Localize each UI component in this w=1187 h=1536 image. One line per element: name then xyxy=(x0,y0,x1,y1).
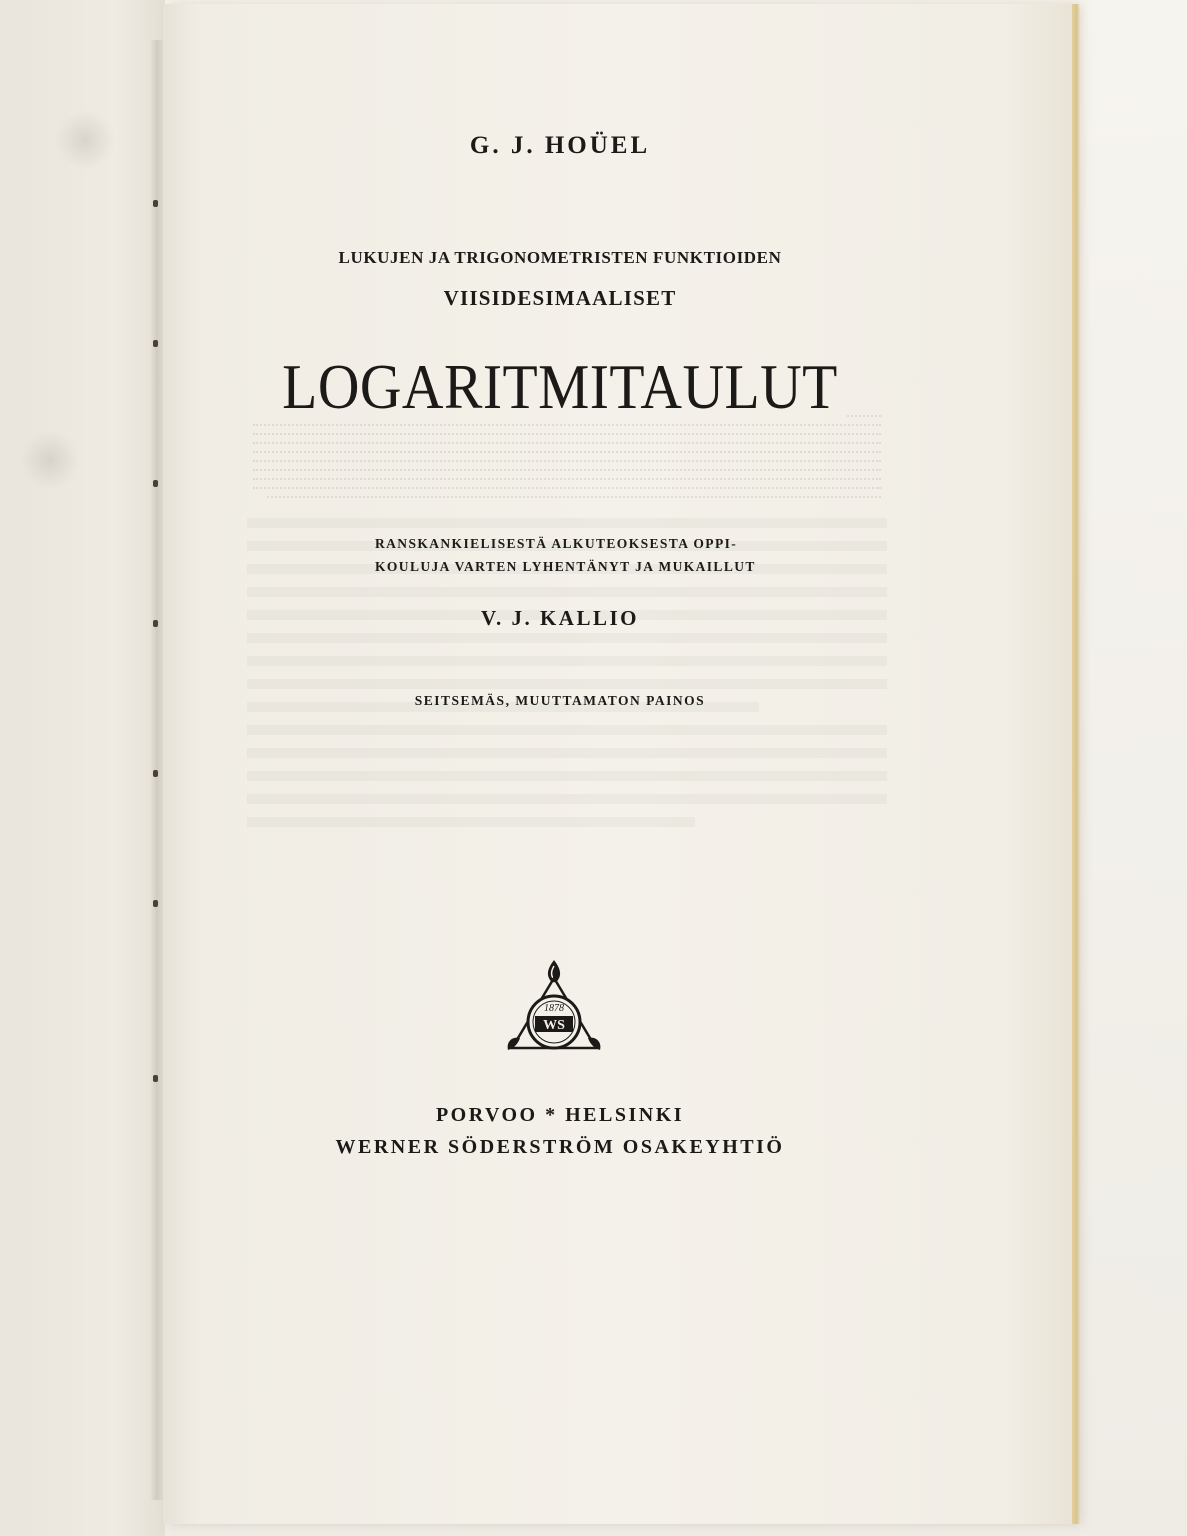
emblem-year: 1878 xyxy=(544,1003,564,1014)
binding-stitch xyxy=(153,900,158,907)
left-facing-page xyxy=(0,0,165,1536)
publication-place: PORVOO * HELSINKI xyxy=(435,1104,685,1126)
page-edge xyxy=(1072,4,1080,1524)
binding-stitch xyxy=(153,620,158,627)
book-title: LOGARITMITAULUT xyxy=(282,351,838,422)
emblem-monogram: WS xyxy=(543,1018,565,1033)
title-page xyxy=(163,4,1075,1524)
binding-stitch xyxy=(153,340,158,347)
author-name: G. J. HOÜEL xyxy=(469,132,651,159)
translator-note-line-2: KOULUJA VARTEN LYHENTÄNYT JA MUKAILLUT xyxy=(375,559,756,574)
paper-stain xyxy=(20,430,80,490)
subtitle-line-2: VIISIDESIMAALISET xyxy=(443,286,677,310)
translator-name: V. J. KALLIO xyxy=(481,606,639,630)
publisher-emblem-icon xyxy=(498,958,610,1070)
paper-stain xyxy=(55,110,115,170)
translator-note-line-1: RANSKANKIELISESTÄ ALKUTEOKSESTA OPPI- xyxy=(375,536,738,551)
binding-stitch xyxy=(153,770,158,777)
binding-stitch xyxy=(153,480,158,487)
subtitle-line-1: LUKUJEN JA TRIGONOMETRISTEN FUNKTIOIDEN xyxy=(338,248,782,267)
binding-stitch xyxy=(153,200,158,207)
publisher-name: WERNER SÖDERSTRÖM OSAKEYHTIÖ xyxy=(335,1136,785,1158)
binding-stitch xyxy=(153,1075,158,1082)
edition-statement: SEITSEMÄS, MUUTTAMATON PAINOS xyxy=(414,693,706,708)
translator-note xyxy=(375,532,795,578)
